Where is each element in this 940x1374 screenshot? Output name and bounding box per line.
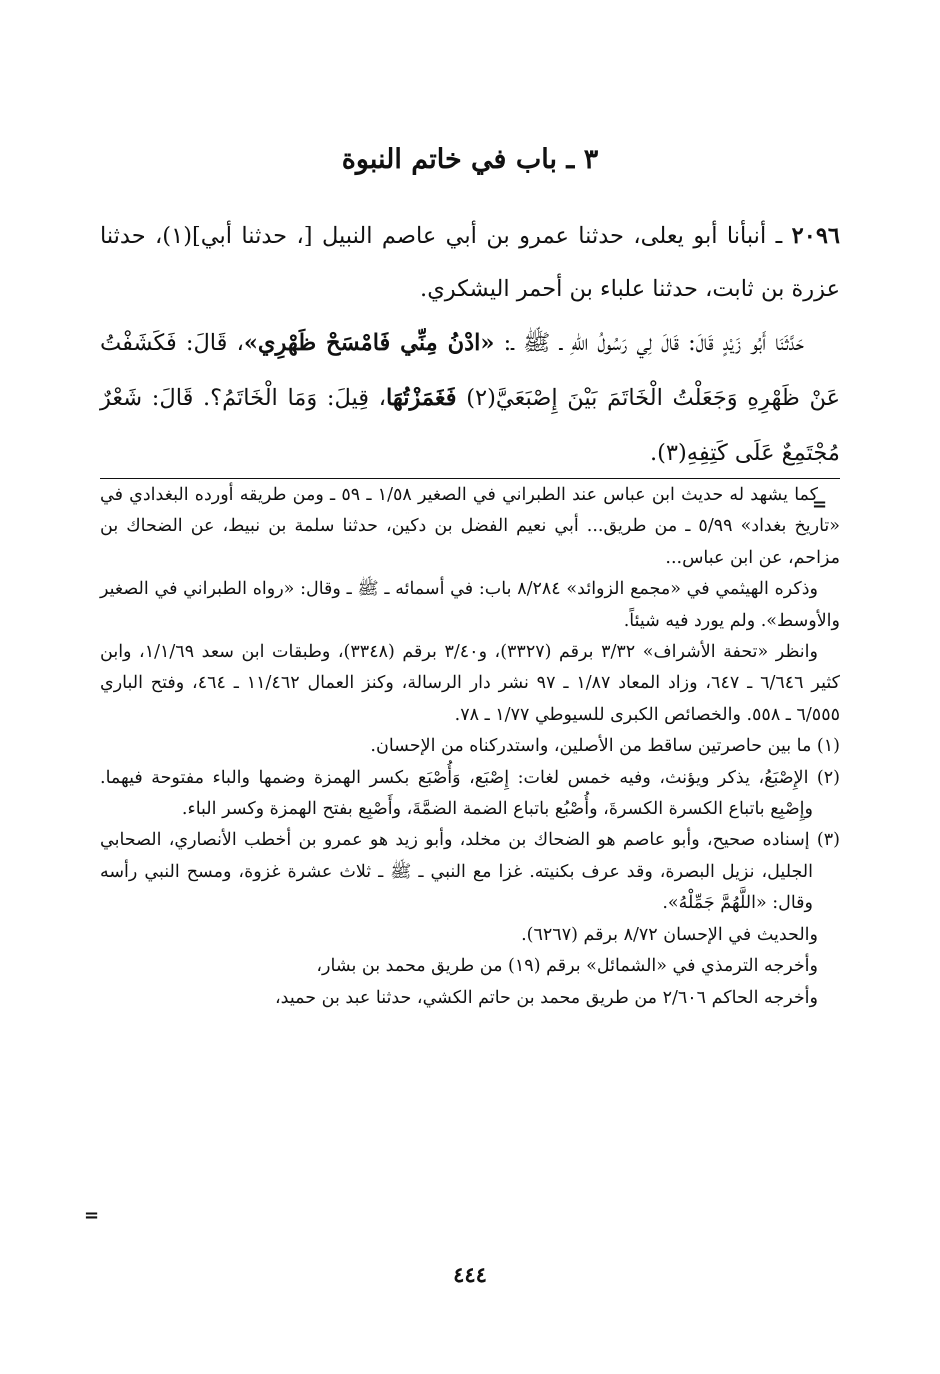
footnote-continued-para-3: وانظر «تحفة الأشراف» ٣/٣٢ برقم (٣٣٢٧)، و٣/٤٠ برقم (٣٣٤٨)، وطبقات ابن سعد ١/١/٦٩، وابن كثير ٦/٦٤٦ ـ ٦٤٧، وزاد المعاد ١/٨٧ ـ ٩٧ نشر دار الرسالة، وكنز العمال ١١/٤٦٢ ـ ٤٦٤، وفتح الباري ٦/٥٥٥ ـ ٥٥٨. والخصائص الكبرى للسيوطي ١/٧٧ ـ ٧٨. bbox=[100, 642, 840, 725]
hadith-chain bbox=[100, 210, 840, 316]
footnote-3-line-c: وأخرجه الحاكم ٢/٦٠٦ من طريق محمد بن حاتم الكشي، حدثنا عبد بن حميد، bbox=[275, 987, 818, 1008]
hadith-part-2: ، قَالَ: فَكَشَفْتُ عَنْ ظَهْرِهِ وَجَعَلْتُ الْخَاتَمَ بَيْنَ إِصْبَعَيَّ(٢) bbox=[100, 330, 840, 411]
footnote-3: (٣) إسناده صحيح، وأبو عاصم هو الضحاك بن مخلد، وأبو زيد هو عمرو بن أخطب الأنصاري، الصحابي الجليل، نزيل البصرة، وقد عرف بكنيته. غزا مع النبي ـ ﷺ ـ ثلاث عشرة غزوة، ومسح النبي رأسه وقال: «اللَّهُمَّ جَمِّلْهُ». bbox=[100, 830, 840, 914]
chain-text: ـ أنبأنا أبو يعلى، حدثنا عمرو بن أبي عاصم النبيل [، حدثنا أبي](١)، حدثنا عزرة بن ثابت، حدثنا علباء بن أحمر اليشكري. bbox=[100, 223, 840, 302]
hadith-number: ٢٠٩٦ bbox=[791, 223, 840, 249]
chapter-title: ٣ ـ باب في خاتم النبوة bbox=[341, 144, 599, 175]
hadith-text bbox=[100, 316, 840, 481]
footnote-3-line-b: وأخرجه الترمذي في «الشمائل» برقم (١٩) من طريق محمد بن بشار، bbox=[316, 956, 818, 977]
footnote-1: (١) ما بين حاصرتين ساقط من الأصلين، واستدركناه من الإحسان. bbox=[370, 736, 840, 757]
continuation-mark-bottom: = bbox=[84, 1205, 100, 1226]
main-text bbox=[100, 210, 840, 481]
hadith-part-1: حَدَّثَنَا أَبُو زَيْدٍ قَالَ: قَالَ لِي رَسُولُ اللهِ ـ ﷺ ـ: bbox=[503, 330, 804, 356]
page-number: ٤٤٤ bbox=[453, 1262, 487, 1287]
footnotes bbox=[100, 480, 840, 1014]
footnote-2: (٢) الإِصْبَعُ، يذكر ويؤنث، وفيه خمس لغات: إِصْبَع، وَأُصْبَع بكسر الهمزة وضمها والباء مفتوحة فيهما. وإِصْبِع باتباع الكسرة الكسرةَ، وأُصْبُع باتباع الضمة الضمَّةَ، وأَصْبِع بفتح الهمزة وكسر الباء. bbox=[100, 767, 840, 820]
continuation-mark-top: = bbox=[812, 494, 828, 515]
hadith-part-3: ، قِيلَ: وَمَا الْخَاتَمُ؟. قَالَ: شَعْرٌ مُجْتَمِعٌ عَلَى كَتِفِهِ(٣). bbox=[100, 385, 840, 466]
hadith-quote-1: «ادْنُ مِنِّي فَامْسَحْ ظَهْرِي» bbox=[243, 330, 495, 356]
footnote-3-line-a: والحديث في الإحسان ٨/٧٢ برقم (٦٢٦٧). bbox=[521, 924, 818, 945]
footnote-continued-para-2: وذكره الهيثمي في «مجمع الزوائد» ٨/٢٨٤ باب: في أسمائه ـ ﷺ ـ وقال: «رواه الطبراني في الصغير والأوسط». ولم يورد فيه شيئاً. bbox=[100, 579, 840, 631]
hadith-quote-2: فَغَمَزْتُهَا bbox=[385, 385, 457, 411]
footnote-separator bbox=[100, 478, 840, 479]
footnote-continued-para-1: كما يشهد له حديث ابن عباس عند الطبراني في الصغير ١/٥٨ ـ ٥٩ ـ ومن طريقه أورده البغدادي في «تاريخ بغداد» ٥/٩٩ ـ من طريق... أبي نعيم الفضل بن دكين، حدثنا سلمة بن نبيط، عن الضحاك بن مزاحم، عن ابن عباس... bbox=[100, 485, 840, 568]
